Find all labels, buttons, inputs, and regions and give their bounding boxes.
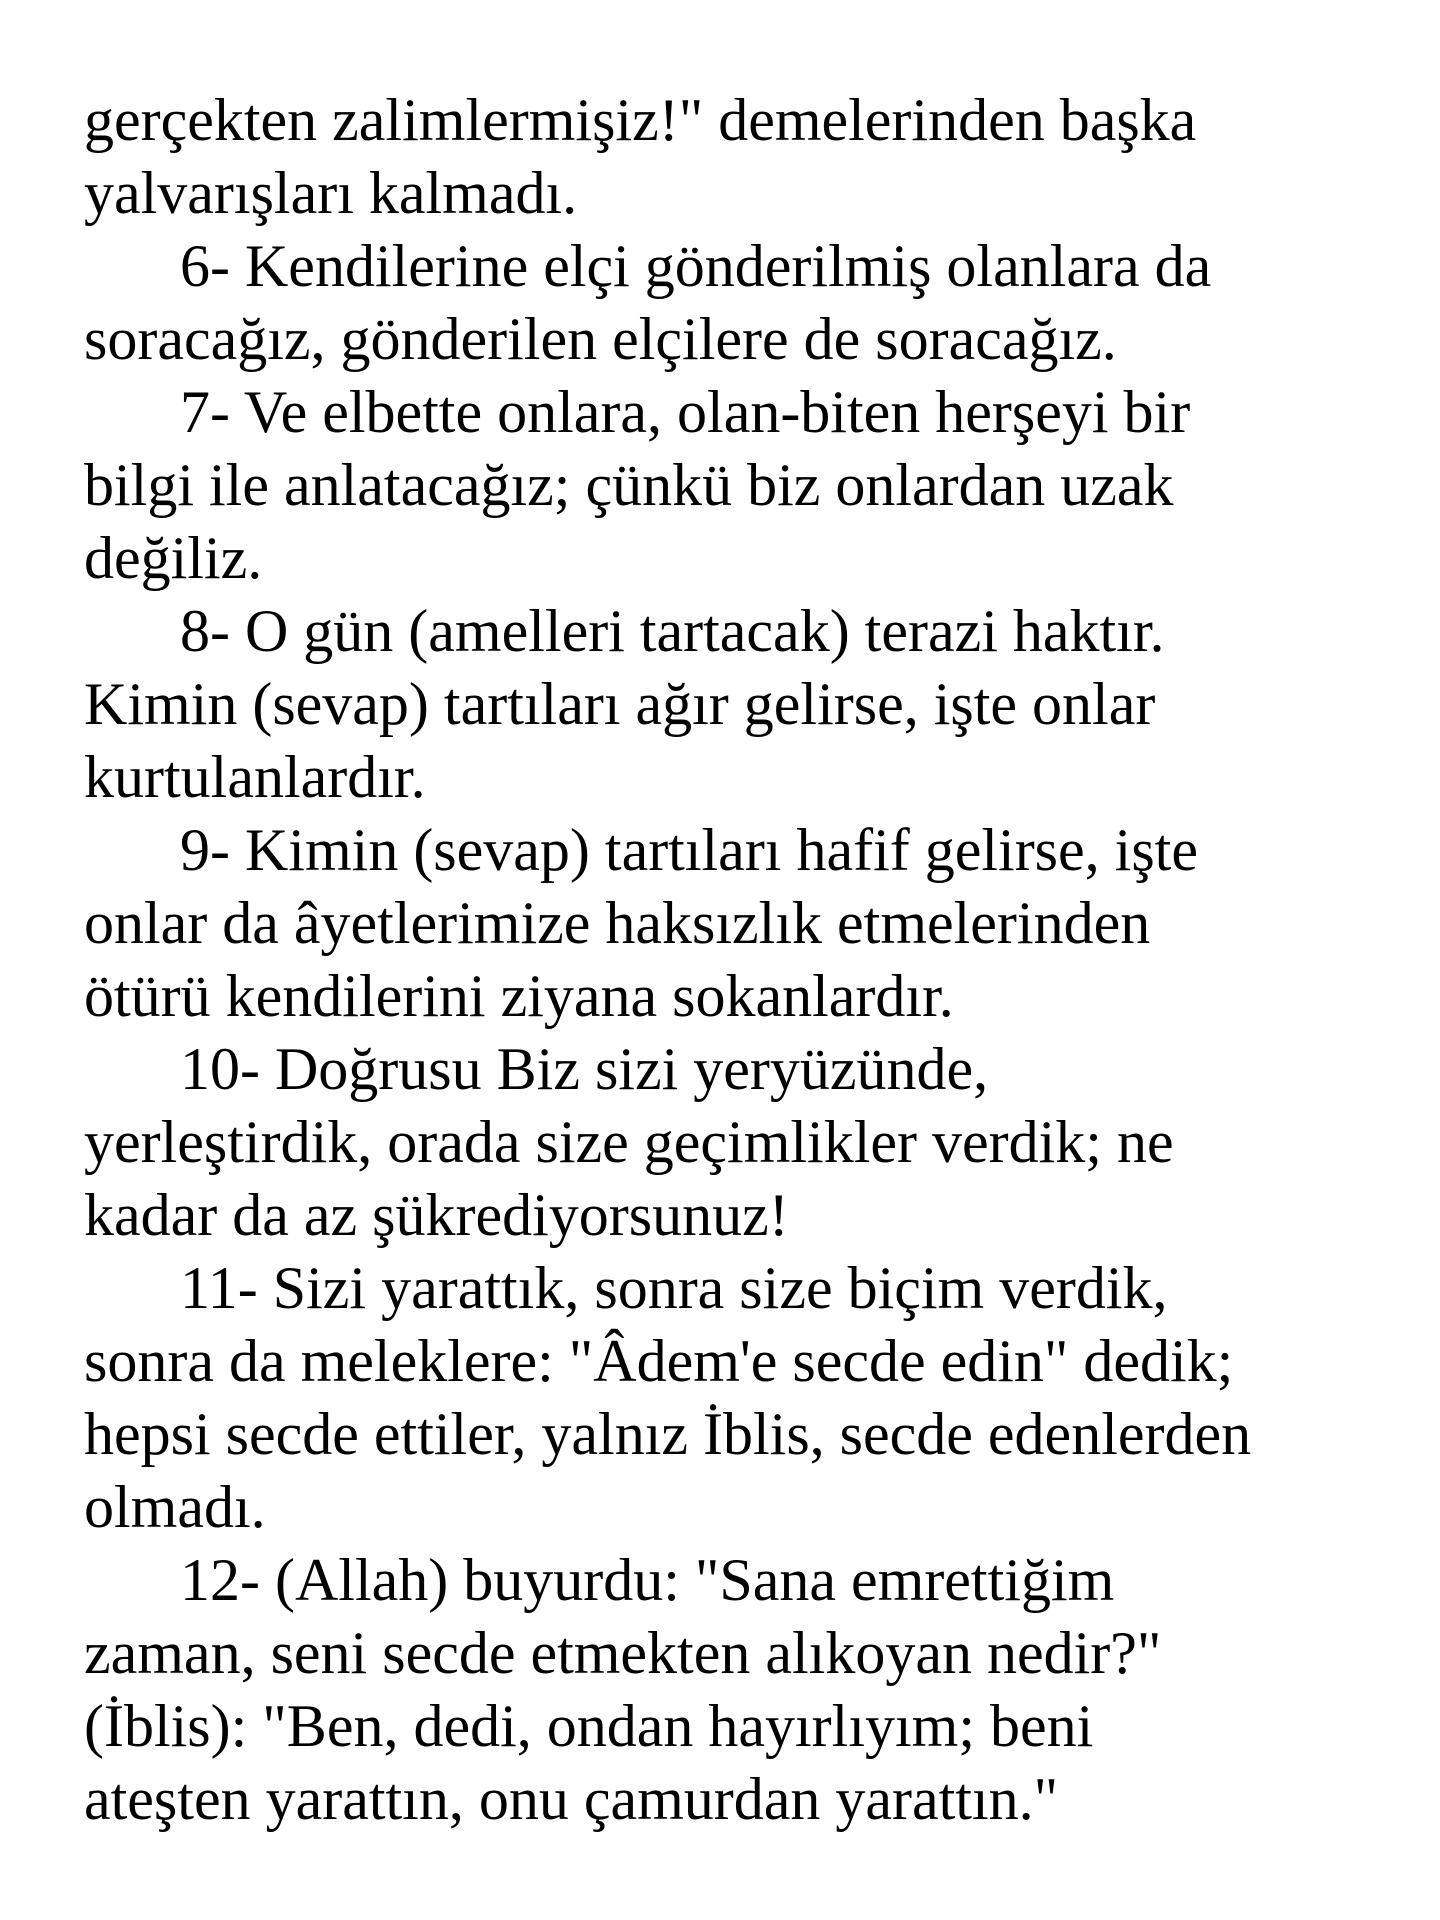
text-line: kadar da az şükrediyorsunuz! — [84, 1182, 789, 1248]
verse-start-line: 7- Ve elbette onlara, olan-biten herşeyi bir — [180, 379, 1191, 445]
text-line: gerçekten zalimlermişiz!" demelerinden başka — [84, 87, 1197, 153]
text-line: bilgi ile anlatacağız; çünkü biz onlardan uzak — [84, 452, 1174, 518]
text-line: Kimin (sevap) tartıları ağır gelirse, işte onlar — [84, 671, 1156, 737]
text-line: onlar da âyetlerimize haksızlık etmelerinden — [84, 890, 1151, 956]
text-line: kurtulanlardır. — [84, 744, 426, 810]
text-line: hepsi secde ettiler, yalnız İblis, secde edenlerden — [84, 1401, 1252, 1467]
text-line: ötürü kendilerini ziyana sokanlardır. — [84, 963, 954, 1029]
text-line: zaman, seni secde etmekten alıkoyan nedir?" — [84, 1620, 1162, 1686]
text-line: değiliz. — [84, 525, 263, 591]
text-line: soracağız, gönderilen elçilere de soracağız. — [84, 306, 1117, 372]
verse-start-line: 8- O gün (amelleri tartacak) terazi haktır. — [180, 598, 1165, 664]
document-page — [84, 84, 1374, 1864]
verse-start-line: 6- Kendilerine elçi gönderilmiş olanlara da — [180, 233, 1212, 299]
text-line: olmadı. — [84, 1474, 266, 1540]
verse-start-line: 10- Doğrusu Biz sizi yeryüzünde, — [180, 1036, 989, 1102]
text-line: ateşten yarattın, onu çamurdan yarattın." — [84, 1766, 1059, 1832]
text-line: sonra da meleklere: "Âdem'e secde edin" dedik; — [84, 1328, 1234, 1394]
verse-start-line: 9- Kimin (sevap) tartıları hafif gelirse, işte — [180, 817, 1198, 883]
text-line: yerleştirdik, orada size geçimlikler verdik; ne — [84, 1109, 1174, 1175]
verse-start-line: 11- Sizi yarattık, sonra size biçim verdik, — [180, 1255, 1168, 1321]
verse-start-line: 12- (Allah) buyurdu: "Sana emrettiğim — [180, 1547, 1115, 1613]
text-line: yalvarışları kalmadı. — [84, 160, 578, 226]
text-line: (İblis): "Ben, dedi, ondan hayırlıyım; beni — [84, 1693, 1094, 1759]
